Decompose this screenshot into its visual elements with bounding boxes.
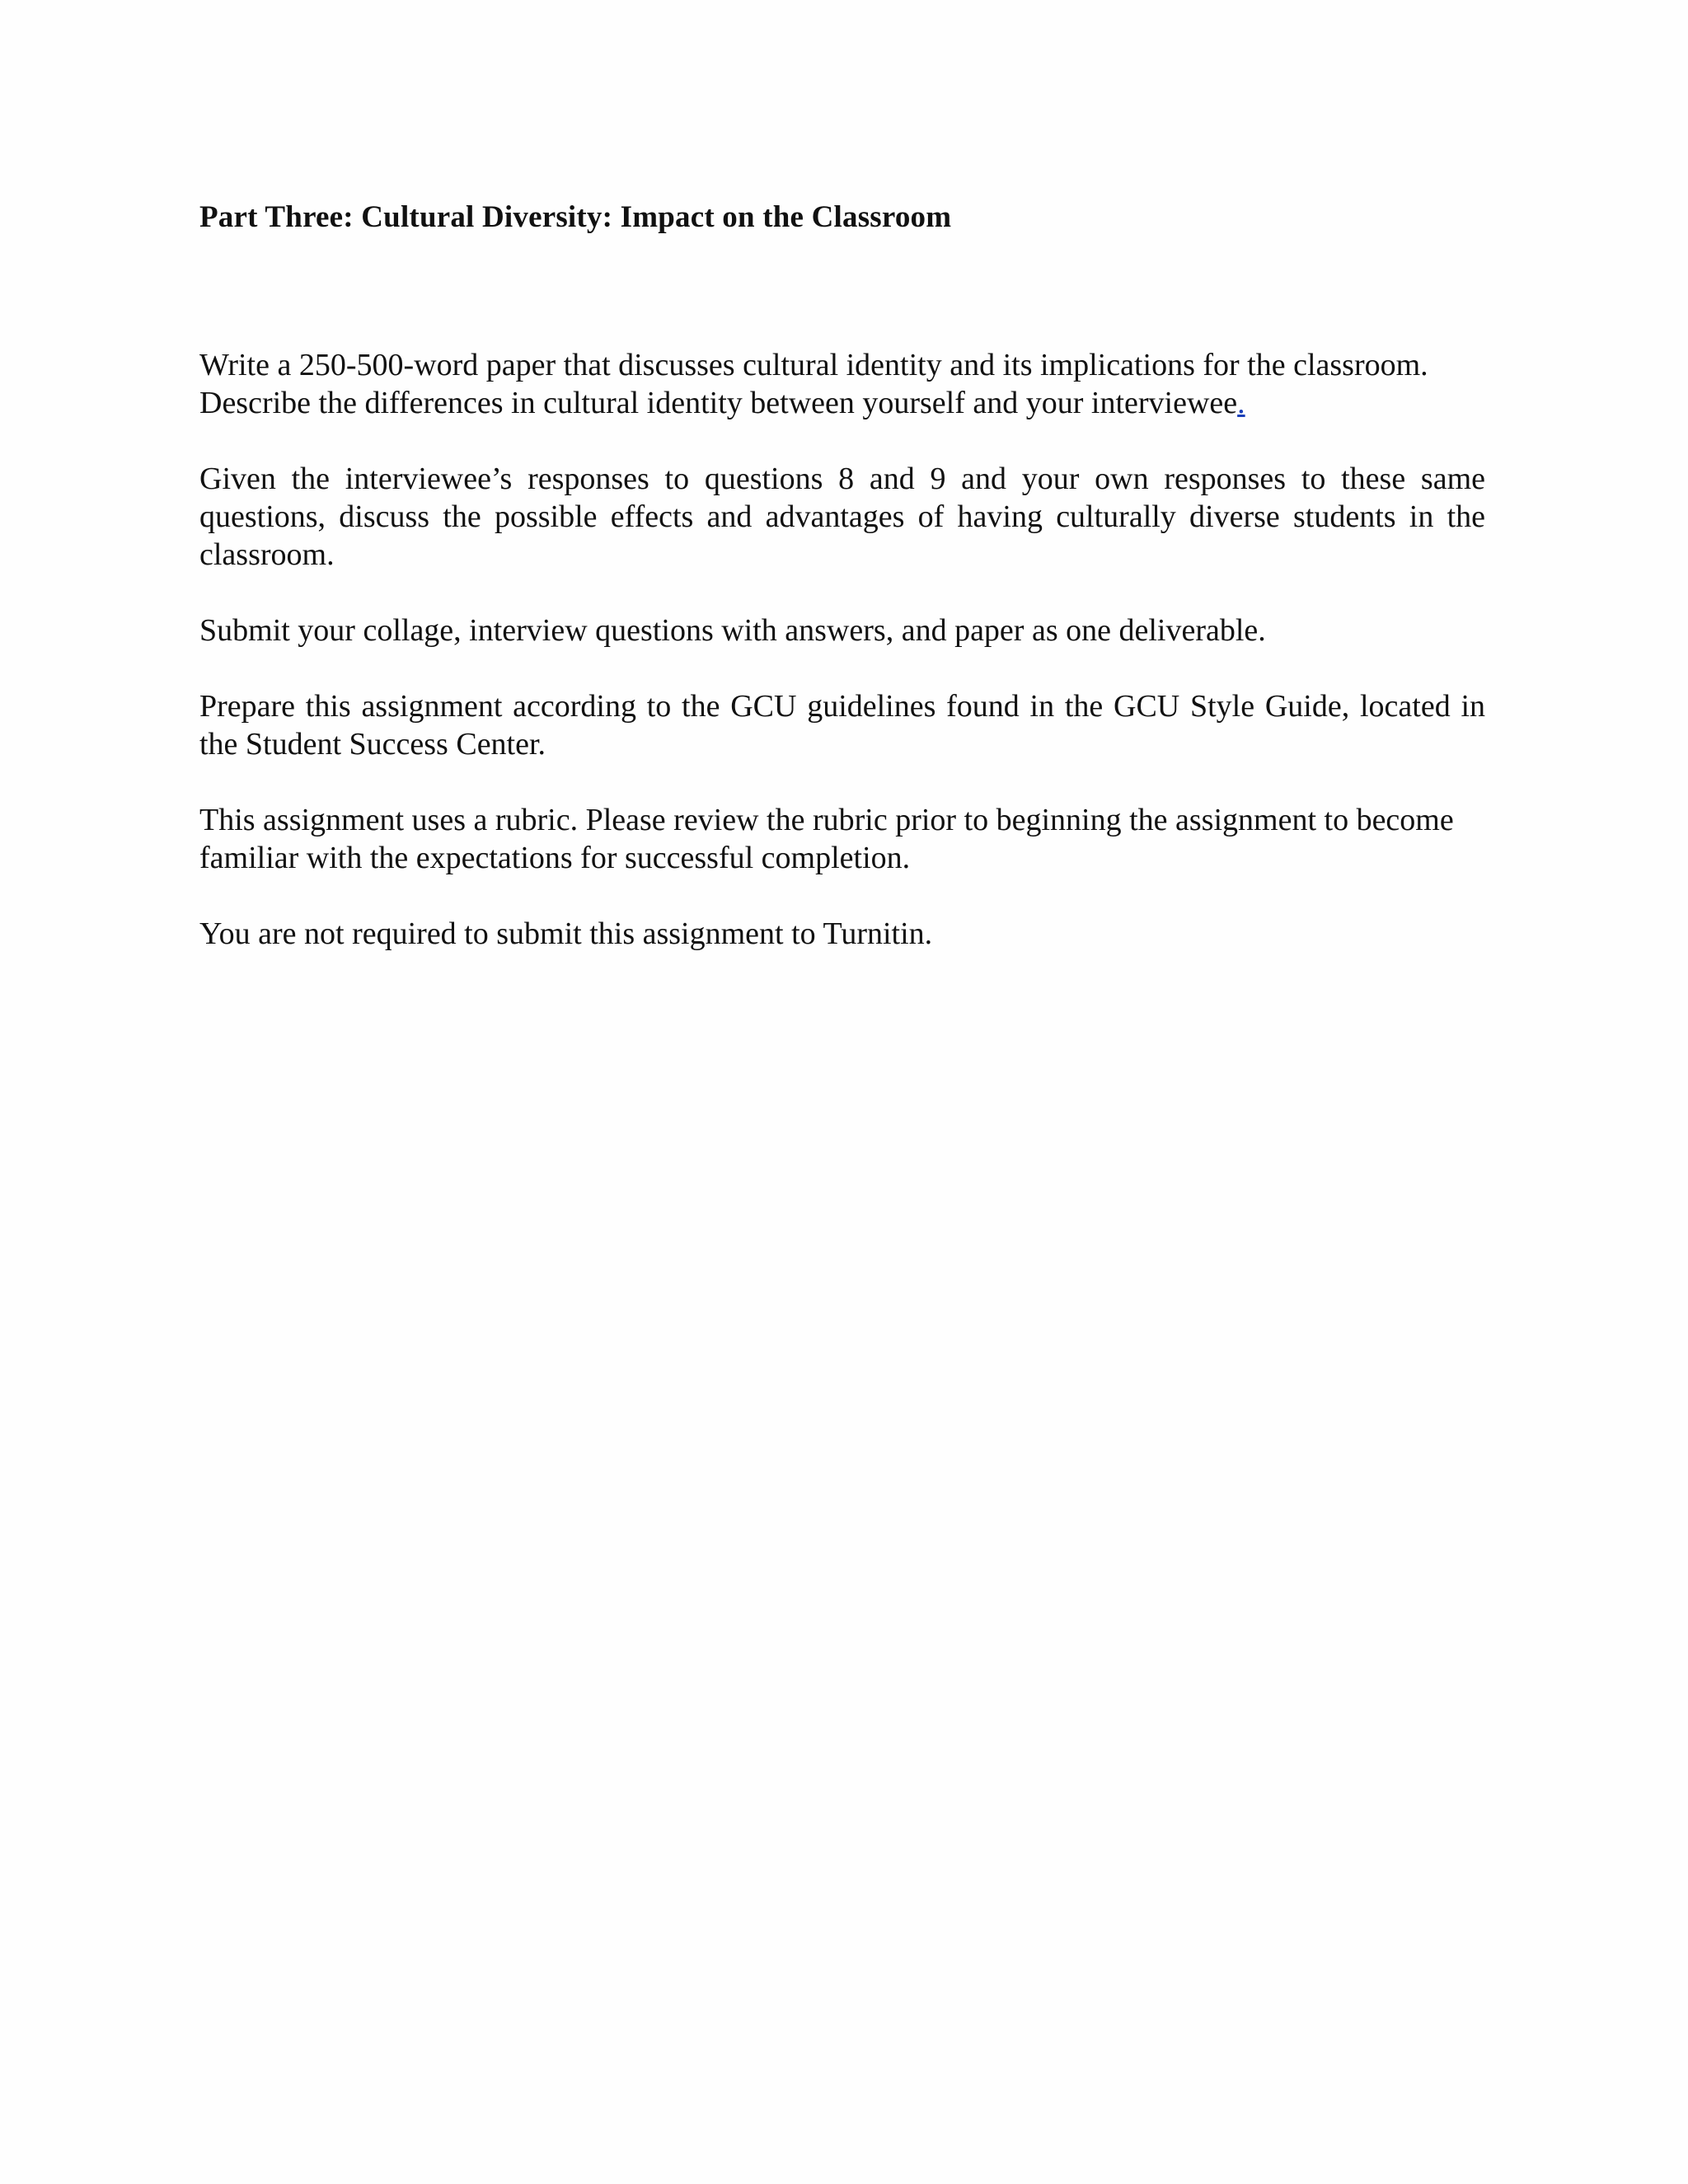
paragraph-text: Write a 250-500-word paper that discusses cultural identity and its implications for the classroom. Describe the differences in cultural identity between yourself and your interviewee (199, 348, 1428, 420)
paragraph-paper-instructions (199, 346, 1485, 422)
document-title: Part Three: Cultural Diversity: Impact on the Classroom (199, 200, 952, 234)
paragraph-rubric: This assignment uses a rubric. Please review the rubric prior to beginning the assignment to become familiar with the expectations for successful completion. (199, 803, 1454, 875)
paragraph-effects-advantages: Given the interviewee’s responses to questions 8 and 9 and your own responses to these same questions, discuss the possible effects and advantages of having culturally diverse students in the classroom. (199, 462, 1485, 572)
paragraph-turnitin: You are not required to submit this assignment to Turnitin. (199, 916, 933, 951)
paragraph-style-guide: Prepare this assignment according to the GCU guidelines found in the GCU Style Guide, located in the Student Success Center. (199, 689, 1485, 762)
interviewee-link[interactable]: . (1237, 386, 1245, 420)
paragraph-submit: Submit your collage, interview questions with answers, and paper as one deliverable. (199, 613, 1266, 648)
document-body (199, 196, 1485, 991)
